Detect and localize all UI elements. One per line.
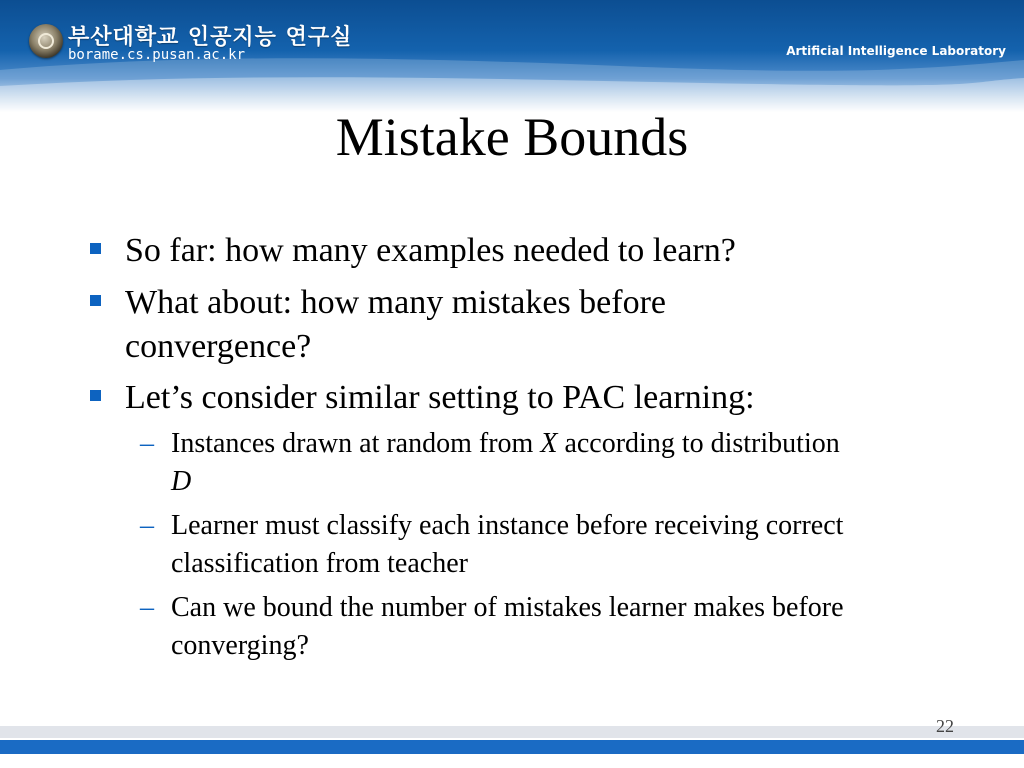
sub-bullet-item-2: Learner must classify each instance before receiving correct classification from teacher xyxy=(171,510,844,579)
bullet-marker xyxy=(90,390,101,401)
bullet-item-2: What about: how many mistakes before convergence? xyxy=(125,284,667,365)
footer-strip xyxy=(0,740,1024,754)
lab-name: Artificial Intelligence Laboratory xyxy=(786,44,1006,58)
bullet-marker xyxy=(90,243,101,254)
university-url: borame.cs.pusan.ac.kr xyxy=(68,47,246,63)
sub-bullet-text: according to distribution xyxy=(557,428,840,459)
sub-bullet-marker: – xyxy=(140,510,154,541)
sub-bullet-text: Instances drawn at random from xyxy=(171,428,541,459)
sub-bullet-item-1 xyxy=(171,425,861,501)
bullet-item-3: Let’s consider similar setting to PAC learning: xyxy=(125,379,755,416)
bullet-item-1: So far: how many examples needed to learn? xyxy=(125,232,736,269)
sub-bullet-marker: – xyxy=(140,592,154,623)
university-name: 부산대학교 인공지능 연구실 xyxy=(68,25,353,50)
sub-bullet-marker: – xyxy=(140,428,154,459)
page-number: 22 xyxy=(936,716,954,736)
footer-divider xyxy=(0,726,1024,738)
bullet-marker xyxy=(90,295,101,306)
variable-x: X xyxy=(540,428,558,459)
variable-d: D xyxy=(171,466,192,497)
sub-bullet-item-3: Can we bound the number of mistakes learner makes before converging? xyxy=(171,592,844,661)
slide-title: Mistake Bounds xyxy=(335,107,689,167)
